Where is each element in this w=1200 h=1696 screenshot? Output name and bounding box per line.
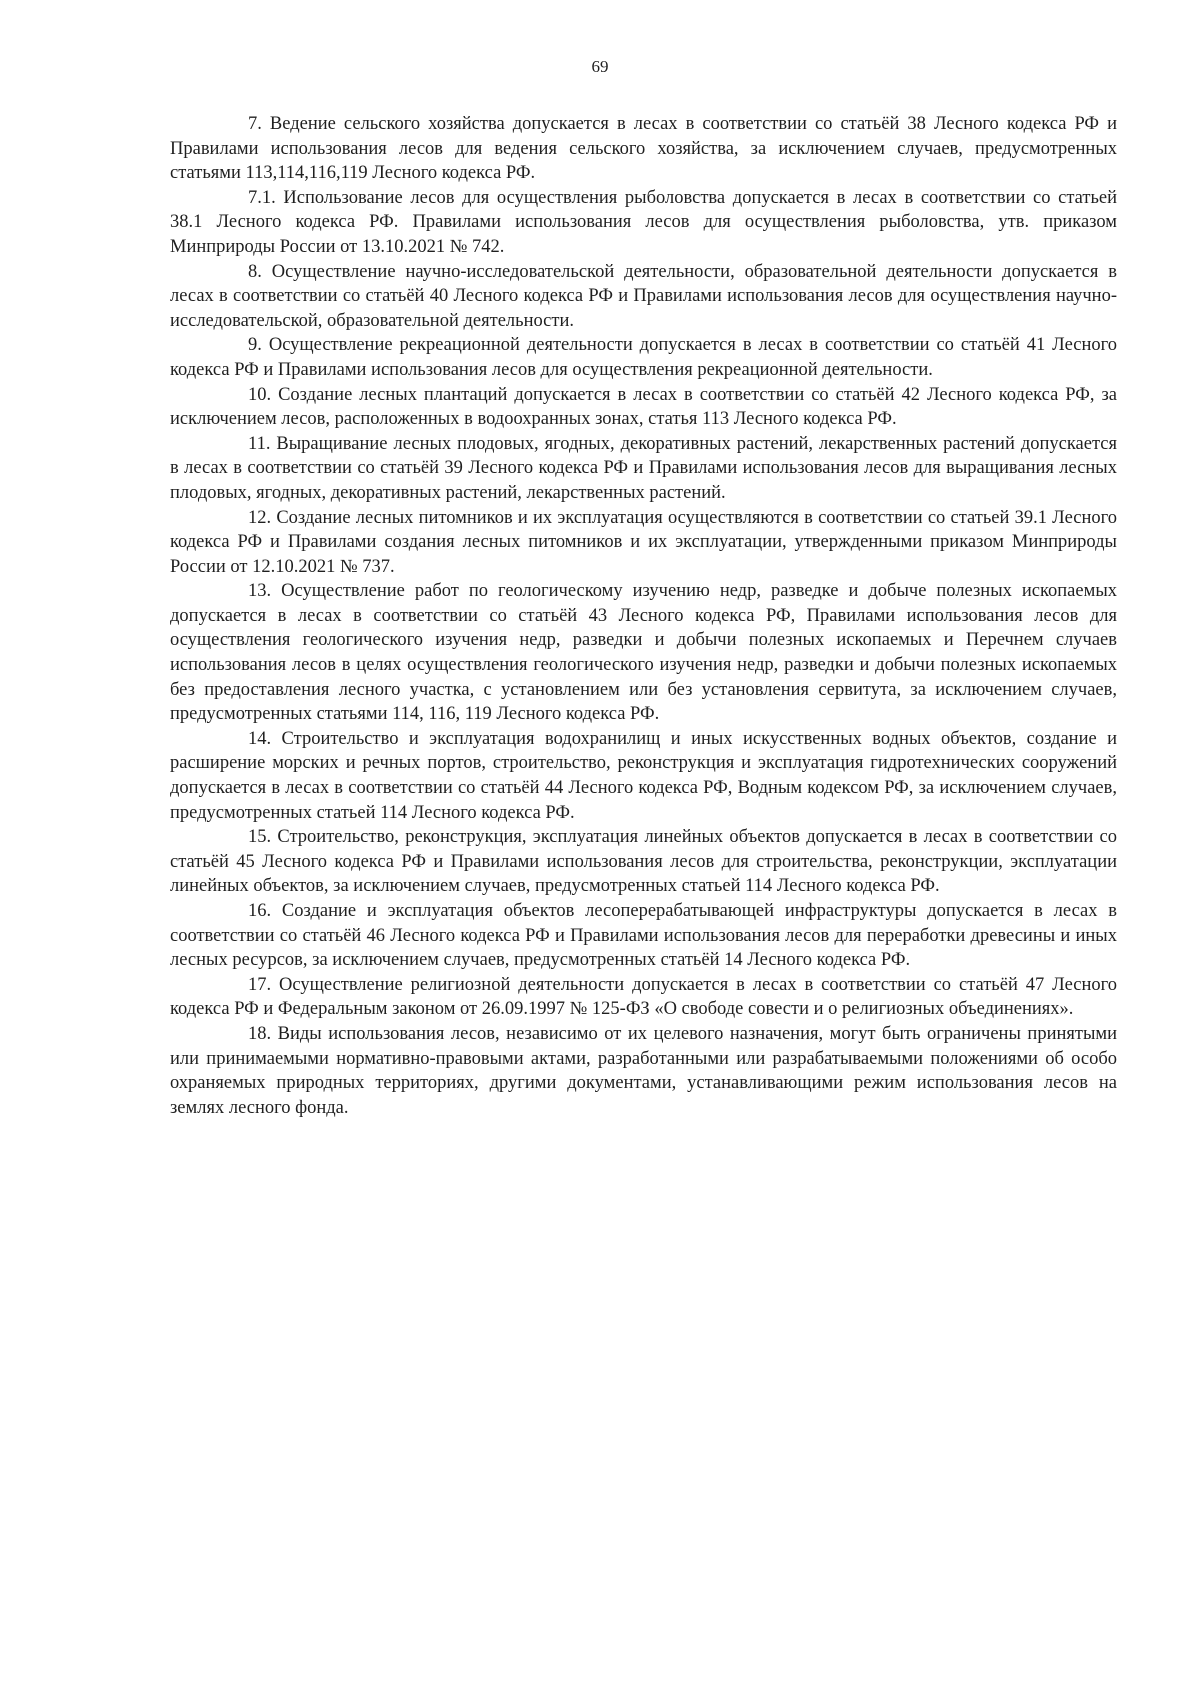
paragraph-9: 9. Осуществление рекреационной деятельности допускается в лесах в соответствии со статьёй 41 Лесного кодекса РФ и Правилами использования лесов для осуществления рекреационной деятельности. bbox=[170, 335, 1117, 380]
paragraph-8: 8. Осуществление научно-исследовательской деятельности, образовательной деятельности допускается в лесах в соответствии со статьёй 40 Лесного кодекса РФ и Правилами использования лесов для осуществления научно-исследовательской, образовательной деятельности. bbox=[170, 261, 1117, 331]
paragraph-7: 7. Ведение сельского хозяйства допускается в лесах в соответствии со статьёй 38 Лесного кодекса РФ и Правилами использования лесов для ведения сельского хозяйства, за исключением случаев, предусмотренных статьями 113,114,116,119 Лесного кодекса РФ. bbox=[170, 114, 1117, 184]
paragraph-16: 16. Создание и эксплуатация объектов лесоперерабатывающей инфраструктуры допускается в лесах в соответствии со статьёй 46 Лесного кодекса РФ и Правилами использования лесов для переработки древесины и иных лесных ресурсов, за исключением случаев, предусмотренных статьёй 14 Лесного кодекса РФ. bbox=[170, 901, 1117, 971]
paragraph-13: 13. Осуществление работ по геологическому изучению недр, разведке и добыче полезных ископаемых допускается в лесах в соответствии со статьёй 43 Лесного кодекса РФ, Правилами использования лесов для осуществления геологического изучения недр, разведки и добычи полезных ископаемых и Перечнем случаев использования лесов в целях осуществления геологического изучения недр, разведки и добычи полезных ископаемых без предоставления лесного участка, с установлением или без установления сервитута, за исключением случаев, предусмотренных статьями 114, 116, 119 Лесного кодекса РФ. bbox=[170, 581, 1117, 725]
page-number: 69 bbox=[591, 57, 609, 76]
paragraph-12: 12. Создание лесных питомников и их эксплуатация осуществляются в соответствии со статьей 39.1 Лесного кодекса РФ и Правилами создания лесных питомников и их эксплуатации, утвержденными приказом Минприроды России от 12.10.2021 № 737. bbox=[170, 507, 1117, 577]
paragraph-15: 15. Строительство, реконструкция, эксплуатация линейных объектов допускается в лесах в соответствии со статьёй 45 Лесного кодекса РФ и Правилами использования лесов для строительства, реконструкции, эксплуатации линейных объектов, за исключением случаев, предусмотренных статьей 114 Лесного кодекса РФ. bbox=[170, 827, 1117, 897]
paragraph-14: 14. Строительство и эксплуатация водохранилищ и иных искусственных водных объектов, создание и расширение морских и речных портов, строительство, реконструкция и эксплуатация гидротехнических сооружений допускается в лесах в соответствии со статьёй 44 Лесного кодекса РФ, Водным кодексом РФ, за исключением случаев, предусмотренных статьей 114 Лесного кодекса РФ. bbox=[170, 728, 1117, 823]
paragraph-10: 10. Создание лесных плантаций допускается в лесах в соответствии со статьёй 42 Лесного кодекса РФ, за исключением лесов, расположенных в водоохранных зонах, статья 113 Лесного кодекса РФ. bbox=[170, 384, 1117, 430]
paragraph-7-1: 7.1. Использование лесов для осуществления рыболовства допускается в лесах в соответствии со статьей 38.1 Лесного кодекса РФ. Правилами использования лесов для осуществления рыболовства, утв. приказом Минприроды России от 13.10.2021 № 742. bbox=[170, 187, 1117, 257]
document-body bbox=[170, 112, 1117, 1120]
paragraph-18: 18. Виды использования лесов, независимо от их целевого назначения, могут быть ограничены принятыми или принимаемыми нормативно-правовыми актами, разработанными или разрабатываемыми положениями об особо охраняемых природных территориях, другими документами, устанавливающими режим использования лесов на землях лесного фонда. bbox=[170, 1023, 1117, 1118]
paragraph-17: 17. Осуществление религиозной деятельности допускается в лесах в соответствии со статьёй 47 Лесного кодекса РФ и Федеральным законом от 26.09.1997 № 125-ФЗ «О свободе совести и о религиозных объединениях». bbox=[170, 974, 1117, 1020]
paragraph-11: 11. Выращивание лесных плодовых, ягодных, декоративных растений, лекарственных растений допускается в лесах в соответствии со статьёй 39 Лесного кодекса РФ и Правилами использования лесов для выращивания лесных плодовых, ягодных, декоративных растений, лекарственных растений. bbox=[170, 433, 1117, 503]
